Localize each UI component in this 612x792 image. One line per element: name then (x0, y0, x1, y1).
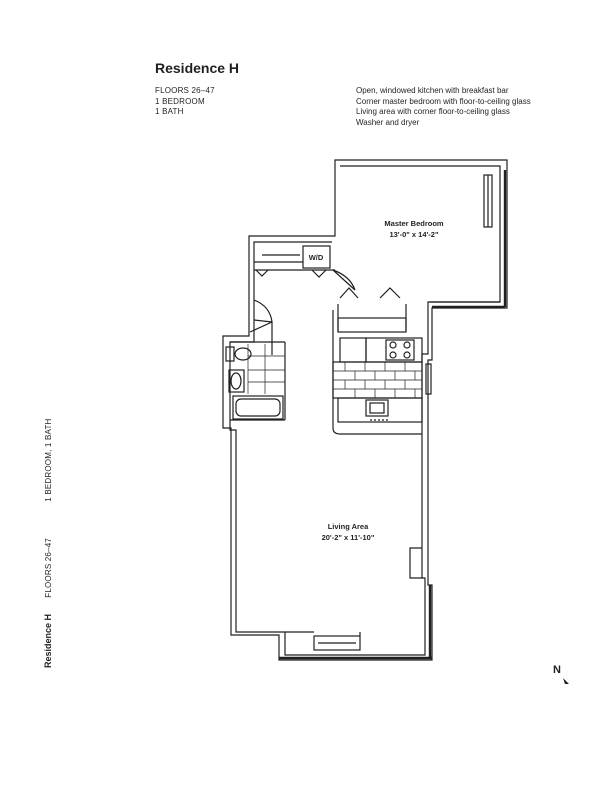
north-arrow-icon (561, 676, 571, 686)
kitchen-sink (366, 400, 388, 416)
spec-floors: FLOORS 26–47 (155, 86, 215, 95)
feature-item: Open, windowed kitchen with breakfast bar (356, 86, 509, 95)
toilet-bowl (235, 348, 251, 360)
feature-item: Corner master bedroom with floor-to-ceiling glass (356, 96, 531, 106)
wd-label: W/D (308, 253, 324, 262)
side-unit: 1 BEDROOM, 1 BATH (44, 418, 53, 502)
north-label: N (553, 664, 561, 676)
interior-wall (230, 166, 500, 655)
spec-bedrooms: 1 BEDROOM (155, 96, 205, 106)
side-title: Residence H (43, 613, 53, 668)
refrigerator (340, 338, 366, 362)
bedroom-name: Master Bedroom (384, 219, 444, 228)
side-floors: FLOORS 26–47 (44, 537, 53, 598)
spec-baths: 1 BATH (155, 107, 184, 116)
feature-item: Washer and dryer (356, 117, 420, 127)
bedroom-dimensions: 13'-0" x 14'-2" (389, 230, 439, 239)
feature-item: Living area with corner floor-to-ceiling glass (356, 107, 510, 116)
living-area-dimensions: 20'-2" x 11'-10" (321, 533, 375, 542)
exterior-wall (223, 160, 507, 660)
north-indicator (553, 664, 561, 676)
living-area-name: Living Area (327, 522, 369, 531)
residence-title: Residence H (155, 60, 240, 76)
